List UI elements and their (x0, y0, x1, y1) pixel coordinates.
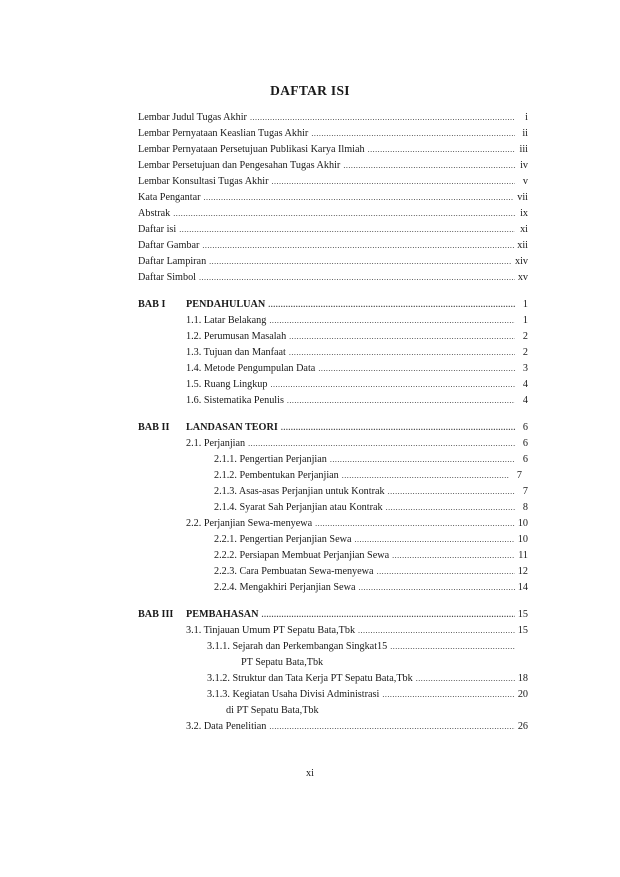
toc-entry-page: ix (520, 208, 528, 219)
toc-entry-kata-pengantar[interactable] (138, 190, 528, 206)
dot-leader (342, 468, 509, 484)
toc-entry-2-2-4[interactable] (214, 580, 528, 596)
toc-entry-label: Lembar Persetujuan dan Pengesahan Tugas Akhir (138, 160, 341, 171)
toc-entry-label: 3.1.1. Sejarah dan Perkembangan Singkat15 (207, 641, 388, 652)
page-title: DAFTAR ISI (270, 83, 350, 98)
toc-entry-daftar-lampiran[interactable] (138, 254, 528, 270)
toc-entry-1-6[interactable] (186, 393, 528, 409)
toc-entry-page: 1 (522, 315, 528, 326)
dot-leader (271, 377, 516, 393)
toc-entry-label: Lembar Pernyataan Keaslian Tugas Akhir (138, 128, 309, 139)
toc-entry-page: 4 (522, 395, 528, 406)
toc-entry-2-2[interactable] (186, 516, 528, 532)
toc-entry-keaslian[interactable] (138, 126, 528, 142)
toc-entry-label: Lembar Judul Tugas Akhir (138, 112, 247, 123)
toc-entry-page: 20 (517, 689, 528, 700)
toc-entry-label: 1.3. Tujuan dan Manfaat (186, 347, 286, 358)
toc-entry-1-2[interactable] (186, 329, 528, 345)
chapter-number-bab-3: BAB III (138, 609, 174, 620)
toc-entry-page: ii (522, 128, 528, 139)
toc-entry-page: 3 (522, 363, 528, 374)
toc-entry-label: 2.2.4. Mengakhiri Perjanjian Sewa (214, 582, 356, 593)
toc-entry-1-1[interactable] (186, 313, 528, 329)
toc-entry-page: 14 (517, 582, 528, 593)
dot-leader (179, 222, 515, 238)
toc-entry-daftar-isi[interactable] (138, 222, 528, 238)
toc-entry-label: Daftar Lampiran (138, 256, 207, 267)
toc-entry-label: 2.1.1. Pengertian Perjanjian (214, 454, 327, 465)
toc-entry-page: 8 (522, 502, 528, 513)
toc-entry-label: Daftar isi (138, 224, 177, 235)
page-number: xi (306, 768, 314, 779)
toc-entry-label: 3.1.3. Kegiatan Usaha Divisi Administrasi (207, 689, 380, 700)
dot-leader (330, 452, 515, 468)
toc-entry-page: 12 (517, 566, 528, 577)
dot-leader (358, 623, 515, 639)
toc-entry-2-2-1[interactable] (214, 532, 528, 548)
toc-entry-3-1-3[interactable] (207, 687, 528, 703)
dot-leader (368, 142, 515, 158)
dot-leader (268, 297, 515, 313)
dot-leader (204, 190, 515, 206)
dot-leader (289, 329, 515, 345)
toc-entry-page: 7 (516, 470, 522, 481)
dot-leader (318, 361, 515, 377)
toc-entry-label: Kata Pengantar (138, 192, 201, 203)
dot-leader (199, 270, 515, 286)
chapter-number-bab-1: BAB I (138, 299, 166, 310)
toc-entry-3-1-3-continuation: di PT Sepatu Bata,Tbk (226, 705, 319, 716)
toc-entry-3-2[interactable] (186, 719, 528, 735)
toc-entry-3-1-2[interactable] (207, 671, 528, 687)
toc-entry-label: 2.1.3. Asas-asas Perjanjian untuk Kontrak (214, 486, 385, 497)
toc-entry-page: 15 (517, 609, 528, 620)
dot-leader (269, 313, 515, 329)
dot-leader (377, 564, 515, 580)
toc-entry-page: 10 (517, 534, 528, 545)
toc-entry-page: i (525, 112, 528, 123)
toc-entry-page: v (522, 176, 528, 187)
dot-leader (386, 500, 515, 516)
toc-entry-page: 18 (517, 673, 528, 684)
toc-entry-2-1-4[interactable] (214, 500, 528, 516)
toc-entry-pengesahan[interactable] (138, 158, 528, 174)
toc-entry-label: 2.2.3. Cara Pembuatan Sewa-menyewa (214, 566, 374, 577)
dot-leader (358, 580, 514, 596)
dot-leader (287, 393, 515, 409)
dot-leader (289, 345, 515, 361)
toc-chapter-pendahuluan[interactable] (186, 297, 528, 313)
toc-entry-page: 4 (522, 379, 528, 390)
toc-entry-2-1-2[interactable] (214, 468, 522, 484)
dot-leader (269, 719, 514, 735)
dot-leader (390, 639, 515, 655)
toc-entry-label: 1.4. Metode Pengumpulan Data (186, 363, 316, 374)
toc-entry-page: xiv (514, 256, 528, 267)
toc-entry-page: xv (517, 272, 528, 283)
dot-leader (271, 174, 515, 190)
toc-entry-page: 10 (517, 518, 528, 529)
toc-entry-label: LANDASAN TEORI (186, 422, 278, 433)
toc-entry-page: xi (520, 224, 528, 235)
toc-entry-page: 6 (522, 454, 528, 465)
toc-entry-2-1-3[interactable] (214, 484, 528, 500)
toc-entry-konsultasi[interactable] (138, 174, 528, 190)
toc-entry-label: Lembar Konsultasi Tugas Akhir (138, 176, 269, 187)
toc-entry-page: 15 (517, 625, 528, 636)
dot-leader (281, 420, 515, 436)
toc-entry-label: Lembar Pernyataan Persetujuan Publikasi Karya Ilmiah (138, 144, 365, 155)
toc-entry-3-1-1-continuation: PT Sepatu Bata,Tbk (241, 657, 324, 668)
toc-entry-page: 11 (518, 550, 528, 561)
toc-entry-3-1-1[interactable] (207, 639, 528, 655)
toc-entry-abstrak[interactable] (138, 206, 528, 222)
toc-chapter-landasan-teori[interactable] (186, 420, 528, 436)
toc-entry-label: 1.2. Perumusan Masalah (186, 331, 287, 342)
toc-entry-page: 7 (522, 486, 528, 497)
toc-entry-label: PEMBAHASAN (186, 609, 259, 620)
toc-entry-daftar-simbol[interactable] (138, 270, 528, 286)
dot-leader (315, 516, 515, 532)
toc-entry-page: iv (520, 160, 528, 171)
toc-entry-page: xii (517, 240, 528, 251)
toc-entry-label: Abstrak (138, 208, 171, 219)
toc-entry-label: 1.5. Ruang Lingkup (186, 379, 268, 390)
toc-entry-daftar-gambar[interactable] (138, 238, 528, 254)
dot-leader (311, 126, 515, 142)
toc-entry-page: 2 (522, 331, 528, 342)
toc-entry-label: 2.1.2. Pembentukan Perjanjian (214, 470, 339, 481)
toc-entry-label: 3.1. Tinjauan Umum PT Sepatu Bata,Tbk (186, 625, 356, 636)
toc-entry-label: 1.1. Latar Belakang (186, 315, 267, 326)
toc-entry-page: 6 (522, 438, 528, 449)
toc-entry-label: 2.1.4. Syarat Sah Perjanjian atau Kontrak (214, 502, 383, 513)
toc-entry-1-5[interactable] (186, 377, 528, 393)
toc-entry-judul[interactable] (138, 110, 528, 126)
toc-entry-label: 2.2.2. Persiapan Membuat Perjanjian Sewa (214, 550, 390, 561)
toc-entry-publikasi[interactable] (138, 142, 528, 158)
dot-leader (392, 548, 515, 564)
toc-entry-label: PENDAHULUAN (186, 299, 266, 310)
toc-entry-page: 6 (522, 422, 528, 433)
dot-leader (343, 158, 515, 174)
toc-entry-page: 1 (522, 299, 528, 310)
toc-entry-2-1[interactable] (186, 436, 528, 452)
dot-leader (382, 687, 514, 703)
dot-leader (202, 238, 514, 254)
toc-entry-page: iii (519, 144, 528, 155)
toc-entry-1-3[interactable] (186, 345, 528, 361)
toc-entry-3-1[interactable] (186, 623, 528, 639)
toc-entry-2-2-3[interactable] (214, 564, 528, 580)
toc-entry-1-4[interactable] (186, 361, 528, 377)
toc-entry-page: vii (517, 192, 528, 203)
toc-entry-label: 3.2. Data Penelitian (186, 721, 267, 732)
toc-entry-label: 3.1.2. Struktur dan Tata Kerja PT Sepatu Bata,Tbk (207, 673, 413, 684)
toc-entry-label: 2.2.1. Pengertian Perjanjian Sewa (214, 534, 352, 545)
toc-entry-label: 2.1. Perjanjian (186, 438, 246, 449)
toc-entry-page: 2 (522, 347, 528, 358)
dot-leader (173, 206, 515, 222)
dot-leader (261, 607, 514, 623)
toc-entry-2-2-2[interactable] (214, 548, 528, 564)
chapter-number-bab-2: BAB II (138, 422, 170, 433)
dot-leader (355, 532, 515, 548)
toc-entry-2-1-1[interactable] (214, 452, 528, 468)
toc-entry-label: 2.2. Perjanjian Sewa-menyewa (186, 518, 313, 529)
dot-leader (250, 110, 515, 126)
toc-entry-label: Daftar Simbol (138, 272, 197, 283)
toc-entry-label: 1.6. Sistematika Penulis (186, 395, 284, 406)
toc-entry-page: 26 (517, 721, 528, 732)
dot-leader (209, 254, 512, 270)
toc-entry-label: Daftar Gambar (138, 240, 200, 251)
dot-leader (388, 484, 515, 500)
dot-leader (416, 671, 515, 687)
toc-chapter-pembahasan[interactable] (186, 607, 528, 623)
dot-leader (248, 436, 515, 452)
